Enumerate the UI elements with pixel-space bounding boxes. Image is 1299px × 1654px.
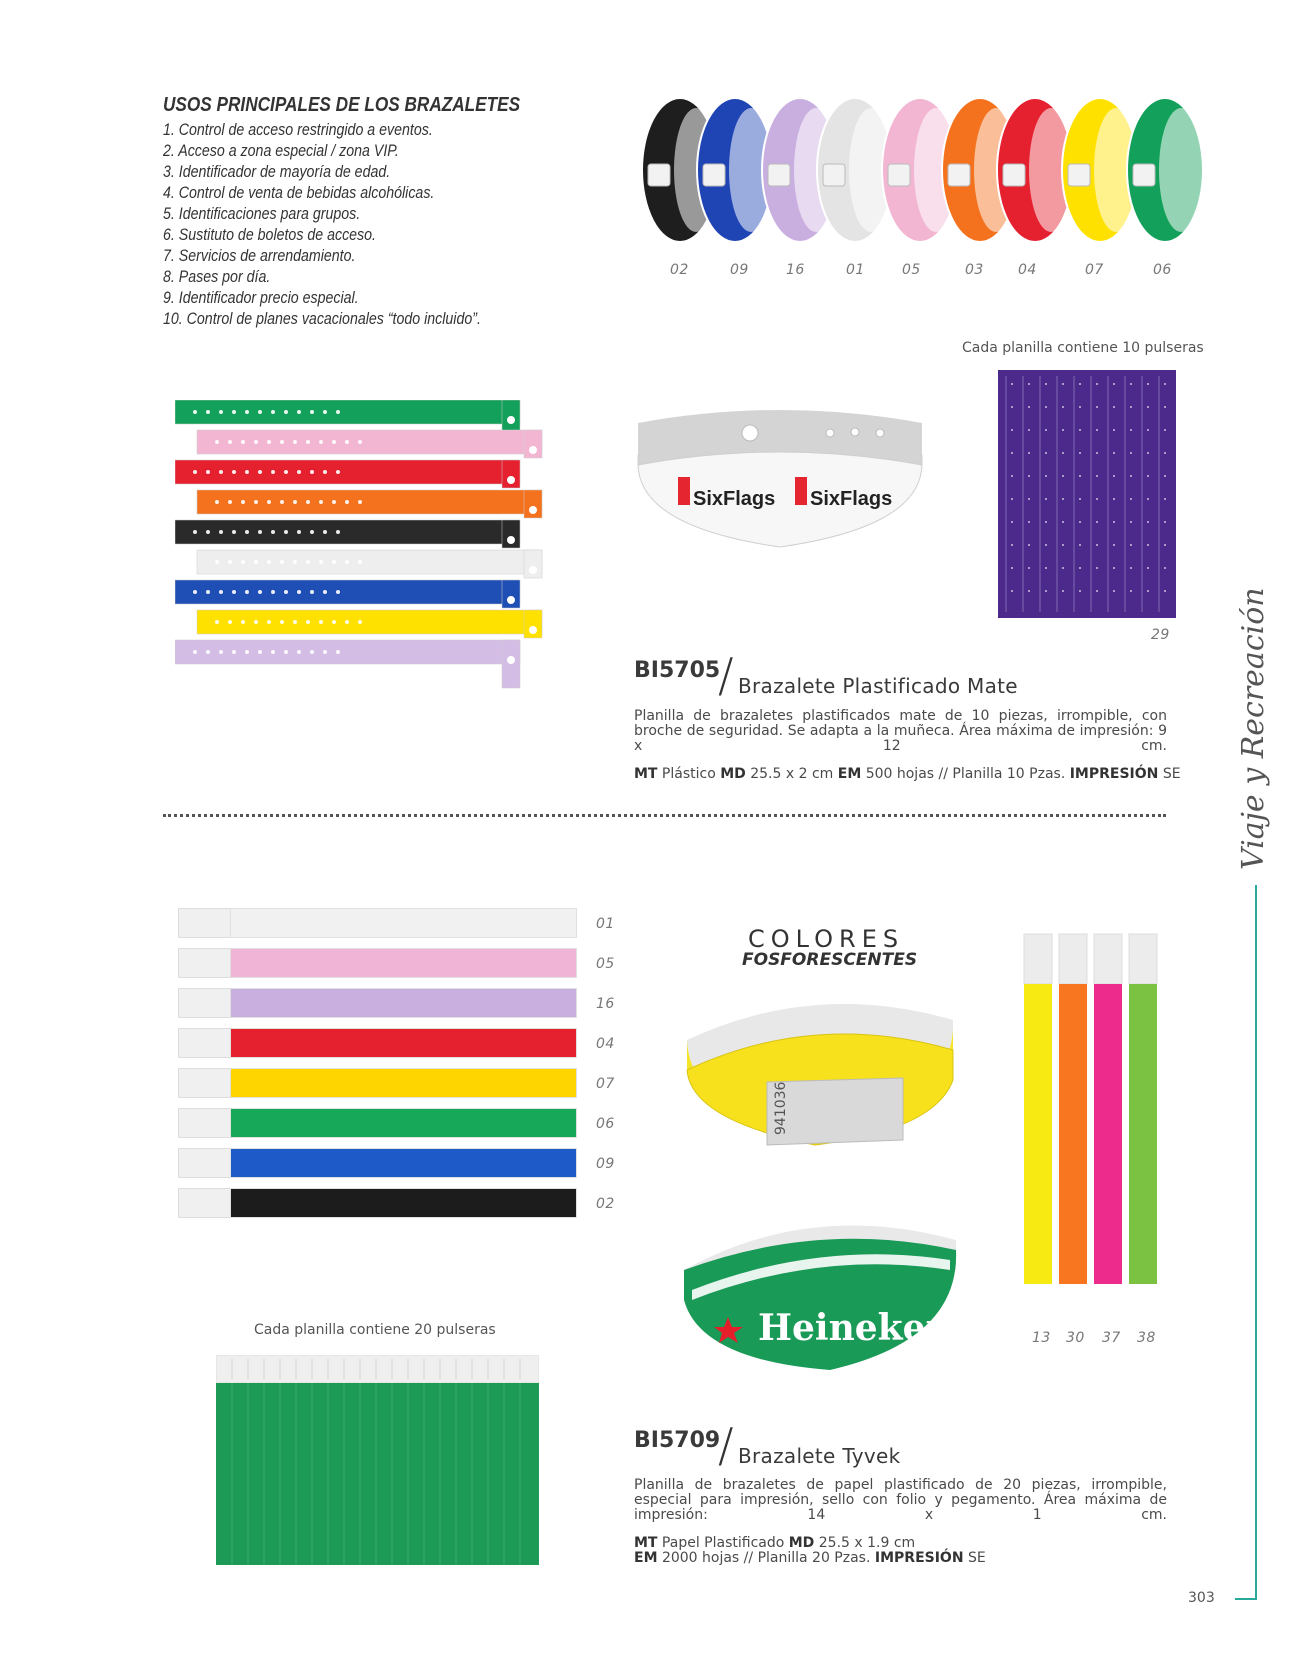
title-slash: / [718, 1418, 734, 1472]
band-code: 07 [596, 1076, 615, 1092]
band-code: 30 [1066, 1330, 1085, 1346]
tyvek-band [230, 1068, 577, 1098]
band-code: 37 [1102, 1330, 1121, 1346]
sheet-caption: Cada planilla contiene 10 pulseras [962, 340, 1204, 356]
green-sheet-image [216, 1355, 539, 1565]
band-code: 01 [596, 916, 615, 932]
band-code: 04 [596, 1036, 615, 1052]
band-tab [178, 1188, 232, 1218]
band-code: 03 [965, 262, 984, 278]
tyvek-band [230, 1108, 577, 1138]
band-number: 941036 [773, 1081, 789, 1135]
band-code: 16 [596, 996, 615, 1012]
spec-value: SE [963, 1550, 986, 1566]
spec-value: Papel Plastificado [657, 1535, 789, 1551]
list-item: 7. Servicios de arrendamiento. [163, 247, 356, 265]
product-description: Planilla de brazaletes plastificados mate de 10 piezas, irrompible, con broche de seguridad. Se adapta a la muñeca. Área máxima de impresión: 9 x 12 cm. [634, 708, 1167, 754]
fluorescent-bands-image [1018, 928, 1168, 1308]
closed-bands-image [640, 90, 1220, 260]
spec-value: 25.5 x 2 cm [745, 766, 838, 782]
band-code: 07 [1085, 262, 1104, 278]
band-code: 06 [596, 1116, 615, 1132]
tyvek-band [230, 1028, 577, 1058]
flat-band [175, 520, 520, 544]
tyvek-band [230, 988, 577, 1018]
flat-band [175, 580, 520, 604]
product-spec [634, 766, 1181, 782]
fluorescent-band [1094, 984, 1122, 1284]
spec-value: 500 hojas // Planilla 10 Pzas. [861, 766, 1070, 782]
flat-band [175, 640, 520, 664]
flat-band [175, 400, 520, 424]
band-code: 01 [846, 262, 865, 278]
band-code: 09 [730, 262, 749, 278]
tyvek-band [230, 908, 577, 938]
spec-value: 25.5 x 1.9 cm [814, 1535, 916, 1551]
band-code: 04 [1018, 262, 1037, 278]
heineken-band-image [680, 1210, 960, 1380]
spec-label: EM [634, 1550, 658, 1566]
fosforescentes-heading: FOSFORESCENTES [742, 950, 918, 970]
usos-title: USOS PRINCIPALES DE LOS BRAZALETES [163, 94, 521, 116]
band-code: 09 [596, 1156, 615, 1172]
tyvek-band [230, 1188, 577, 1218]
product-code: BI5705 [634, 658, 721, 683]
list-item: 5. Identificaciones para grupos. [163, 205, 361, 223]
spec-label: MD [788, 1535, 815, 1551]
purple-sheet-image [998, 370, 1176, 618]
flat-band [197, 490, 542, 514]
section-divider [163, 814, 1166, 817]
band-code: 06 [1153, 262, 1172, 278]
band-code: 02 [670, 262, 689, 278]
colores-heading: COLORES [748, 925, 905, 953]
list-item: 3. Identificador de mayoría de edad. [163, 163, 391, 181]
flat-band [197, 430, 542, 454]
sixflags-logo-icon [795, 477, 807, 505]
band-code: 05 [902, 262, 921, 278]
tyvek-band [230, 948, 577, 978]
product-name: Brazalete Tyvek [738, 1444, 901, 1468]
sixflags-logo-text: SixFlags [693, 488, 776, 510]
usos-list [163, 120, 481, 330]
band-tab [178, 908, 232, 938]
spec-label: MT [634, 766, 658, 782]
list-item: 9. Identificador precio especial. [163, 289, 359, 307]
sheet-code: 29 [1151, 627, 1170, 643]
spec-value: SE [1158, 766, 1181, 782]
product-description: Planilla de brazaletes de papel plastificado de 20 piezas, irrompible, especial para impresión, sello con folio y pegamento. Área máxima de impresión: 14 x 1 cm. [634, 1477, 1167, 1523]
page-number: 303 [1188, 1590, 1215, 1606]
band-tab [178, 1028, 232, 1058]
product-name: Brazalete Plastificado Mate [738, 674, 1018, 698]
band-code: 13 [1032, 1330, 1051, 1346]
side-rule [1235, 1598, 1257, 1600]
list-item: 4. Control de venta de bebidas alcohólicas. [163, 184, 435, 202]
flat-band [197, 550, 542, 574]
band-tab [178, 1068, 232, 1098]
flat-band [197, 610, 542, 634]
title-slash: / [718, 648, 734, 702]
product-code: BI5709 [634, 1428, 721, 1453]
sheet-caption: Cada planilla contiene 20 pulseras [254, 1322, 496, 1338]
heineken-logo-text: Heineken [758, 1307, 952, 1349]
list-item: 6. Sustituto de boletos de acceso. [163, 226, 376, 244]
band-code: 05 [596, 956, 615, 972]
flat-band [175, 460, 520, 484]
product-spec-line1 [634, 1535, 915, 1551]
band-tab [178, 1108, 232, 1138]
product-spec-line2 [634, 1550, 986, 1566]
side-rule [1255, 885, 1257, 1600]
fluorescent-band [1059, 984, 1087, 1284]
yellow-band-image [685, 1000, 955, 1150]
sixflags-logo-icon [678, 477, 690, 505]
list-item: 8. Pases por día. [163, 268, 271, 286]
tyvek-band [230, 1148, 577, 1178]
band-code: 02 [596, 1196, 615, 1212]
flat-bands-image [175, 400, 585, 710]
fluorescent-band [1129, 984, 1157, 1284]
spec-label: IMPRESIÓN [874, 1550, 964, 1566]
band-tab [178, 1148, 232, 1178]
list-item: 10. Control de planes vacacionales “todo incluido”. [163, 310, 481, 328]
section-label: Viaje y Recreación [1236, 587, 1271, 870]
list-item: 1. Control de acceso restringido a eventos. [163, 121, 433, 139]
sixflags-logo-text: SixFlags [810, 488, 893, 510]
spec-value: 2000 hojas // Planilla 20 Pzas. [657, 1550, 875, 1566]
spec-label: IMPRESIÓN [1069, 766, 1159, 782]
spec-label: MD [720, 766, 746, 782]
fluorescent-band [1024, 984, 1052, 1284]
band-tab [178, 948, 232, 978]
band-tab [178, 988, 232, 1018]
sixflags-band-image [630, 405, 930, 555]
spec-label: MT [634, 1535, 658, 1551]
band-code: 16 [786, 262, 805, 278]
list-item: 2. Acceso a zona especial / zona VIP. [163, 142, 399, 160]
spec-label: EM [837, 766, 862, 782]
band-code: 38 [1137, 1330, 1156, 1346]
spec-value: Plástico [657, 766, 721, 782]
